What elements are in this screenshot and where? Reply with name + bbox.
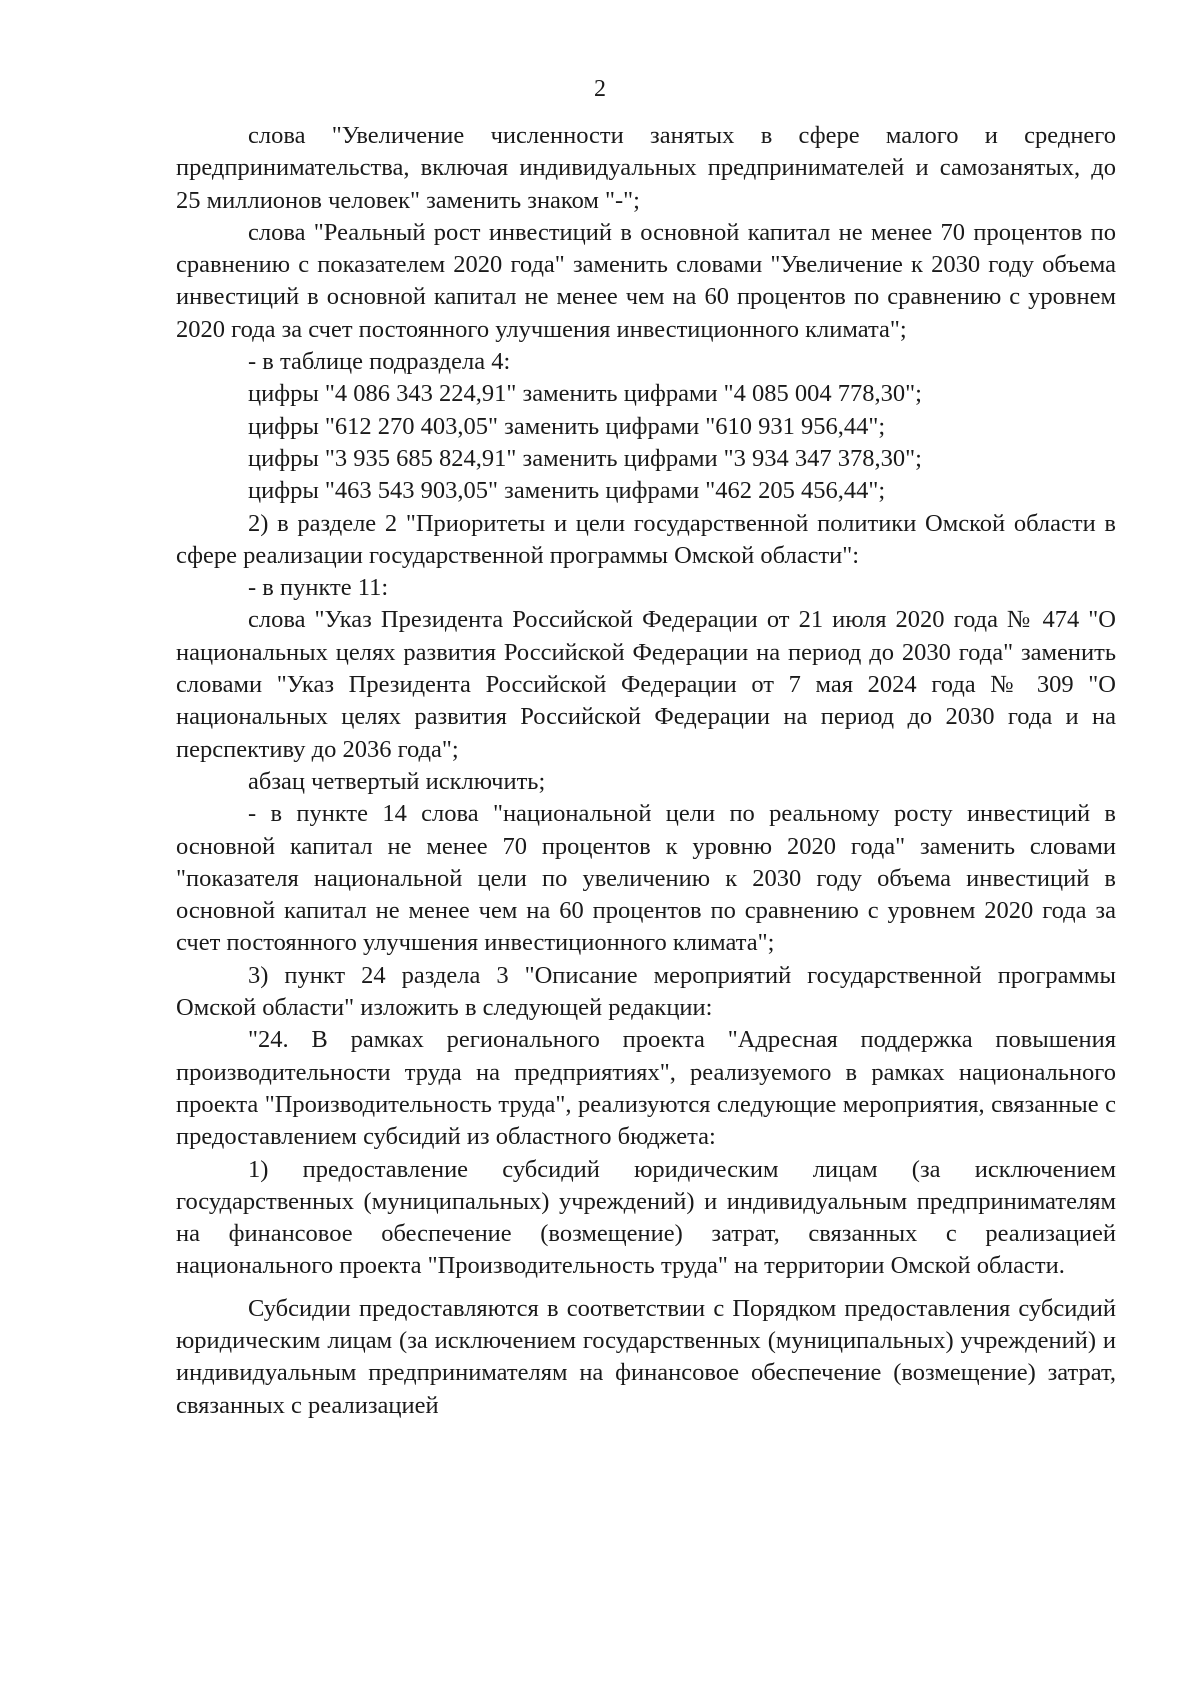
paragraph-11: абзац четвертый исключить; bbox=[248, 767, 546, 795]
document-body bbox=[176, 120, 1116, 1422]
paragraph-5: цифры "612 270 403,05" заменить цифрами "610 931 956,44"; bbox=[248, 412, 886, 440]
paragraph-6: цифры "3 935 685 824,91" заменить цифрами "3 934 347 378,30"; bbox=[248, 444, 922, 472]
paragraph-16: Субсидии предоставляются в соответствии с Порядком предоставления субсидий юридическим лицам (за исключением государственных (муниципальных) учреждений) и индивидуальным предпринимателям на финансовое обеспечение (возмещение) затрат, связанных с реализацией bbox=[176, 1294, 1116, 1419]
paragraph-1: слова "Увеличение численности занятых в сфере малого и среднего предпринимательства, включая индивидуальных предпринимателей и самозанятых, до 25 миллионов человек" заменить знаком "-"; bbox=[176, 122, 1116, 214]
paragraph-4: цифры "4 086 343 224,91" заменить цифрами "4 085 004 778,30"; bbox=[248, 380, 922, 408]
paragraph-10: слова "Указ Президента Российской Федерации от 21 июля 2020 года № 474 "О национальных целях развития Российской Федерации на период до 2030 года" заменить словами "Указ Президента Российской Федерации от 7 мая 2024 года № 309 "О национальных целях развития Российской Федерации на период до 2030 года и на перспективу до 2036 года"; bbox=[176, 606, 1116, 763]
paragraph-12: - в пункте 14 слова "национальной цели по реальному росту инвестиций в основной капитал не менее 70 процентов к уровню 2020 года" заменить словами "показателя национальной цели по увеличению к 2030 году объема инвестиций в основной капитал не менее чем на 60 процентов по сравнению с уровнем 2020 года за счет постоянного улучшения инвестиционного климата"; bbox=[176, 800, 1116, 957]
page-number: 2 bbox=[594, 76, 606, 102]
paragraph-7: цифры "463 543 903,05" заменить цифрами "462 205 456,44"; bbox=[248, 477, 886, 505]
paragraph-2: слова "Реальный рост инвестиций в основной капитал не менее 70 процентов по сравнению с показателем 2020 года" заменить словами "Увеличение к 2030 году объема инвестиций в основной капитал не менее чем на 60 процентов по сравнению с уровнем 2020 года за счет постоянного улучшения инвестиционного климата"; bbox=[176, 218, 1116, 343]
paragraph-13: 3) пункт 24 раздела 3 "Описание мероприятий государственной программы Омской области" изложить в следующей редакции: bbox=[176, 961, 1116, 1022]
paragraph-15: 1) предоставление субсидий юридическим лицам (за исключением государственных (муниципальных) учреждений) и индивидуальным предпринимателям на финансовое обеспечение (возмещение) затрат, связанных с реализацией национального проекта "Производительность труда" на территории Омской области. bbox=[176, 1155, 1116, 1280]
paragraph-8: 2) в разделе 2 "Приоритеты и цели государственной политики Омской области в сфере реализации государственной программы Омской области": bbox=[176, 509, 1116, 569]
paragraph-14: "24. В рамках регионального проекта "Адресная поддержка повышения производительности труда на предприятиях", реализуемого в рамках национального проекта "Производительность труда", реализуются следующие мероприятия, связанные с предоставлением субсидий из областного бюджета: bbox=[176, 1026, 1116, 1151]
paragraph-9: - в пункте 11: bbox=[248, 574, 389, 602]
paragraph-3: - в таблице подраздела 4: bbox=[248, 348, 511, 376]
